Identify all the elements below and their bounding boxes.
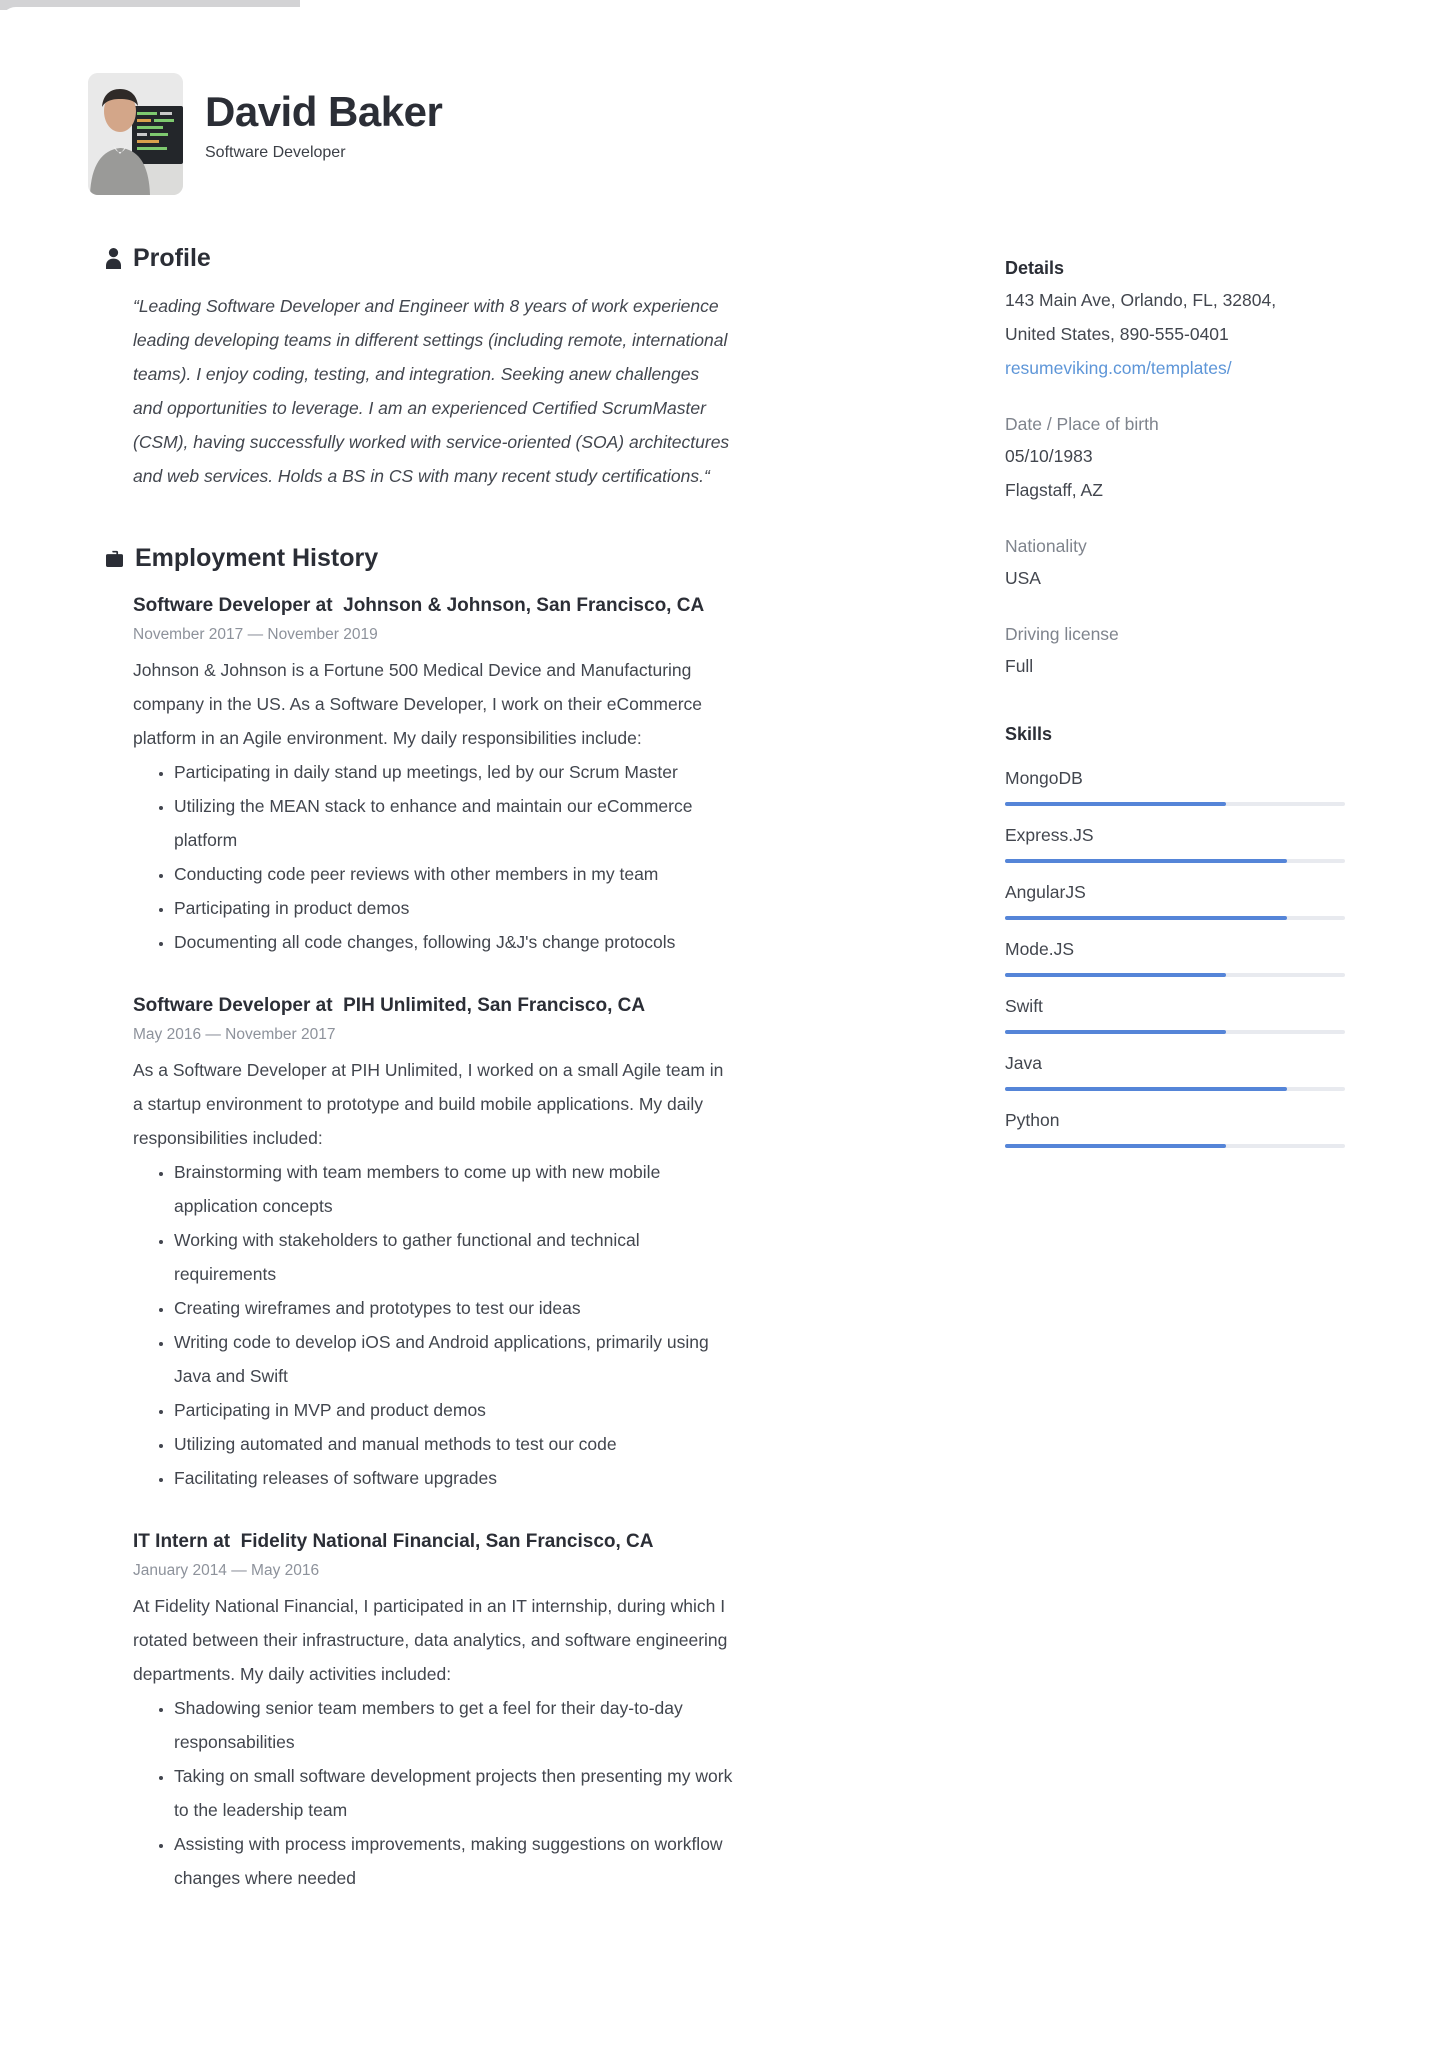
skill-item: [1005, 991, 1345, 1034]
skills-label: Skills: [1005, 724, 1053, 744]
skill-bar-fill: [1005, 1030, 1226, 1034]
job-intro: Johnson & Johnson is a Fortune 500 Medical Device and Manufacturing company in the US. As a Software Developer, I work on their eCommerce platform in an Agile environment. My daily responsibilities include:: [133, 660, 703, 748]
jobs-list: [133, 593, 733, 1895]
job-dates: May 2016 — November 2017: [133, 1026, 336, 1043]
identity-block: [205, 73, 442, 195]
resume-columns: [0, 243, 1448, 1945]
person-icon: [106, 248, 121, 269]
nationality-block: [1005, 531, 1345, 595]
job-bullet: • Writing code to develop iOS and Android applications, primarily using Java and Swift: [174, 1325, 733, 1393]
job-dates: November 2017 — November 2019: [133, 626, 378, 643]
profile-photo: [88, 73, 183, 195]
skill-item: [1005, 934, 1345, 977]
skill-name: Mode.JS: [1005, 939, 1075, 959]
driving-license-value: Full: [1005, 656, 1034, 676]
driving-license-block: [1005, 619, 1345, 683]
job-heading: IT Intern at Fidelity National Financial, San Francisco, CA: [133, 1531, 654, 1552]
skill-item: [1005, 763, 1345, 806]
birth-block: [1005, 409, 1345, 507]
job-entry: [133, 1529, 733, 1895]
job-bullet: • Participating in daily stand up meetings, led by our Scrum Master: [174, 755, 733, 789]
skill-bar-track: [1005, 916, 1345, 920]
skill-bar-fill: [1005, 802, 1226, 806]
skill-name: Python: [1005, 1110, 1060, 1130]
nationality-value: USA: [1005, 568, 1041, 588]
profile-text: “Leading Software Developer and Engineer with 8 years of work experience leading developing teams in different settings (including remote, international teams). I enjoy coding, testing, and integration. Seeking anew challenges and opportunities to leverage. I am an experienced Certified ScrumMaster (CSM), having successfully worked with service-oriented (SOA) architectures and web services. Holds a BS in CS with many recent study certifications.“: [133, 296, 730, 486]
employment-section-label: Employment History: [135, 544, 379, 572]
website-link[interactable]: resumeviking.com/templates/: [1005, 358, 1232, 378]
skill-bar-fill: [1005, 916, 1287, 920]
profile-section: [133, 243, 733, 493]
employment-section: [133, 543, 733, 1895]
job-bullet: • Brainstorming with team members to come up with new mobile application concepts: [174, 1155, 733, 1223]
skill-name: AngularJS: [1005, 882, 1086, 902]
details-block: [1005, 253, 1345, 385]
job-bullet: • Utilizing the MEAN stack to enhance and maintain our eCommerce platform: [174, 789, 733, 857]
person-name: David Baker: [205, 88, 443, 135]
resume-content: [0, 7, 1448, 2048]
employment-section-title: [106, 543, 733, 573]
skill-name: Swift: [1005, 996, 1043, 1016]
job-bullet: • Shadowing senior team members to get a feel for their day-to-day responsabilities: [174, 1691, 733, 1759]
skill-bar-fill: [1005, 1087, 1287, 1091]
sidebar-column: [1005, 243, 1345, 1148]
job-bullet: • Facilitating releases of software upgrades: [174, 1461, 733, 1495]
skill-item: [1005, 1105, 1345, 1148]
profile-photo-illustration: [88, 73, 183, 195]
profile-section-title: [106, 243, 733, 273]
skills-list: [1005, 763, 1345, 1148]
driving-license-label: Driving license: [1005, 624, 1119, 644]
skill-bar-fill: [1005, 1144, 1226, 1148]
birth-date: 05/10/1983: [1005, 446, 1093, 466]
job-entry: [133, 993, 733, 1495]
skill-item: [1005, 1048, 1345, 1091]
person-job-title: Software Developer: [205, 144, 346, 161]
job-bullet: • Assisting with process improvements, making suggestions on workflow changes where needed: [174, 1827, 733, 1895]
job-dates: January 2014 — May 2016: [133, 1562, 320, 1579]
job-bullet: • Creating wireframes and prototypes to test our ideas: [174, 1291, 733, 1325]
job-bullet: • Documenting all code changes, following J&J's change protocols: [174, 925, 733, 959]
birth-place: Flagstaff, AZ: [1005, 480, 1103, 500]
skills-block: [1005, 719, 1345, 1148]
job-intro: As a Software Developer at PIH Unlimited, I worked on a small Agile team in a startup environment to prototype and build mobile applications. My daily responsibilities included:: [133, 1060, 724, 1148]
job-heading: Software Developer at PIH Unlimited, San Francisco, CA: [133, 995, 646, 1016]
job-intro: At Fidelity National Financial, I participated in an IT internship, during which I rotated between their infrastructure, data analytics, and software engineering departments. My daily activities included:: [133, 1596, 728, 1684]
main-column: [133, 243, 733, 1945]
job-bullet: • Participating in MVP and product demos: [174, 1393, 733, 1427]
birth-label: Date / Place of birth: [1005, 414, 1159, 434]
job-bullets: [133, 755, 733, 959]
job-bullets: [133, 1155, 733, 1495]
job-bullet: • Taking on small software development projects then presenting my work to the leadership team: [174, 1759, 733, 1827]
address-line-1: 143 Main Ave, Orlando, FL, 32804,: [1005, 290, 1277, 310]
job-bullet: • Working with stakeholders to gather functional and technical requirements: [174, 1223, 733, 1291]
skill-item: [1005, 877, 1345, 920]
briefcase-icon: [106, 550, 123, 567]
job-entry: [133, 593, 733, 959]
address-line-2: United States, 890-555-0401: [1005, 324, 1229, 344]
profile-section-label: Profile: [133, 244, 211, 272]
skill-bar-track: [1005, 1030, 1345, 1034]
skill-name: MongoDB: [1005, 768, 1083, 788]
skill-item: [1005, 820, 1345, 863]
skill-name: Express.JS: [1005, 825, 1094, 845]
skill-bar-track: [1005, 859, 1345, 863]
skill-bar-fill: [1005, 859, 1287, 863]
skill-bar-fill: [1005, 973, 1226, 977]
skill-bar-track: [1005, 1087, 1345, 1091]
job-bullet: • Utilizing automated and manual methods to test our code: [174, 1427, 733, 1461]
job-bullet: • Participating in product demos: [174, 891, 733, 925]
skill-name: Java: [1005, 1053, 1042, 1073]
skill-bar-track: [1005, 1144, 1345, 1148]
nationality-label: Nationality: [1005, 536, 1087, 556]
job-bullets: [133, 1691, 733, 1895]
job-heading: Software Developer at Johnson & Johnson, San Francisco, CA: [133, 595, 705, 616]
skill-bar-track: [1005, 973, 1345, 977]
details-label: Details: [1005, 258, 1065, 278]
header: [88, 73, 1448, 195]
job-bullet: • Conducting code peer reviews with other members in my team: [174, 857, 733, 891]
skill-bar-track: [1005, 802, 1345, 806]
